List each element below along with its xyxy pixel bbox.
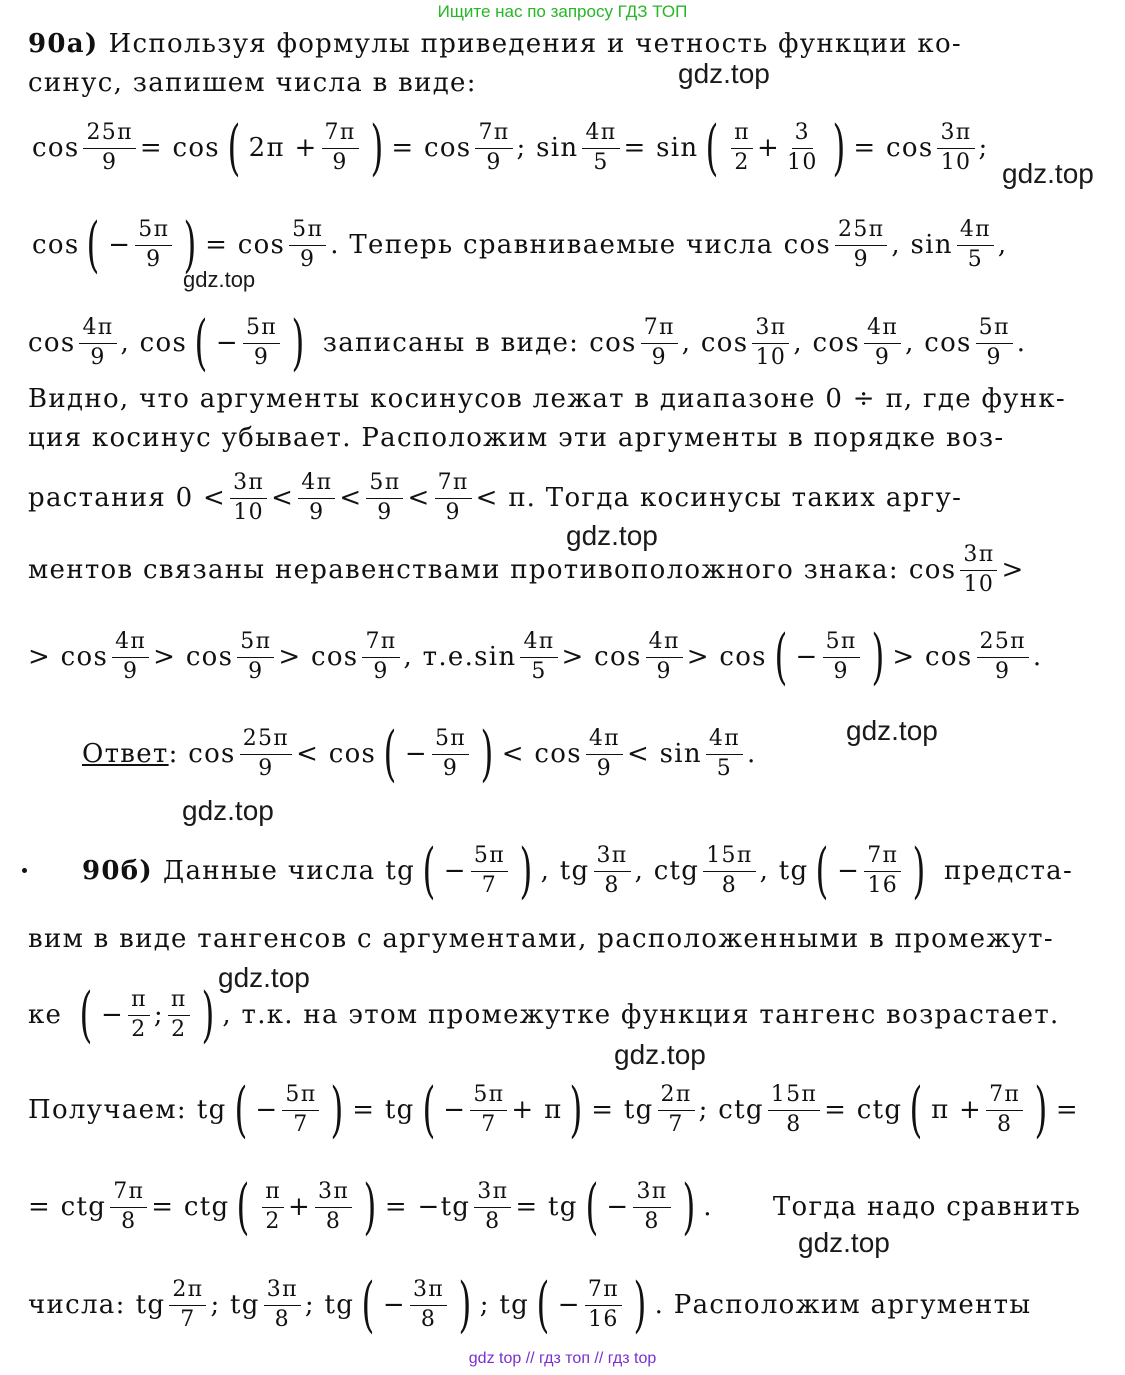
watermark: gdz.top	[218, 962, 310, 993]
stray-dot	[22, 868, 27, 873]
text-run: растания 0 <	[28, 483, 227, 513]
watermark: gdz.top	[614, 1039, 706, 1070]
formula-line: ке ( − $\frac{\pi}{2}$ ; $\frac{\pi}{2}$ ) , т.к. на этом промежутке функция тангенс возрастает.	[28, 980, 1060, 1050]
watermark: gdz.top	[1002, 158, 1094, 189]
watermark: gdz.top	[798, 1227, 890, 1258]
formula-line: ментов связаны неравенствами противоположного знака: cos $\frac{3\pi}{10}$ >	[28, 542, 1025, 597]
text-run: Тогда надо сравнить	[772, 1192, 1082, 1222]
answer-line: Ответ : cos $\frac{25\pi}{9}$ < cos ( − $\frac{5\pi}{9}$ ) < cos $\frac{4\pi}{9}$ < sin $\frac{4\pi}{5}$ .	[82, 719, 757, 789]
text-line	[28, 899, 1083, 979]
text-run: предста-	[944, 856, 1074, 886]
text-run: Получаем:	[28, 1095, 187, 1125]
text-run: ция косинус убывает. Расположим эти аргументы в порядке воз-	[28, 423, 1005, 453]
search-banner[interactable]: Ищите нас по запросу ГДЗ ТОП	[437, 2, 688, 21]
text-run: вим в виде тангенсов с аргументами, расположенными в промежут-	[28, 924, 1054, 954]
problem-label: 90б)	[82, 856, 154, 886]
text-run: ментов связаны неравенствами противоположного знака:	[28, 555, 899, 585]
answer-label: Ответ	[82, 739, 169, 769]
watermark: gdz.top	[183, 267, 256, 292]
text-run: . Расположим аргументы	[654, 1290, 1032, 1320]
formula-line: > cos $\frac{4\pi}{9}$ > cos $\frac{5\pi}{9}$ > cos $\frac{7\pi}{9}$ , т.е. sin $\frac{4\pi}{5}$ > cos $\frac{4\pi}{9}$ > cos ( − $\frac{5\pi}{9}$ ) > cos $\frac{25\pi}{9}$ .	[28, 622, 1043, 692]
watermark: gdz.top	[182, 795, 274, 826]
text-run: Используя формулы приведения и четность функции ко-	[108, 29, 963, 59]
formula-line: числа: tg $\frac{2\pi}{7}$ ; tg $\frac{3\pi}{8}$ ; tg ( − $\frac{3\pi}{8}$ ) ; tg ( − $\frac{7\pi}{16}$ ) . Расположим аргументы	[28, 1270, 1032, 1340]
watermark: gdz.top	[846, 715, 938, 746]
text-run: числа:	[28, 1290, 126, 1320]
text-run: записаны в виде:	[322, 328, 580, 358]
watermark: gdz.top	[678, 58, 770, 89]
text-run: синус, запишем числа в виде:	[28, 68, 477, 98]
text-run: Данные числа	[163, 856, 376, 886]
formula-line: cos ( − $\frac{5\pi}{9}$ ) = cos $\frac{5\pi}{9}$ . Теперь сравниваемые числа cos $\frac{25\pi}{9}$ , sin $\frac{4\pi}{5}$ ,	[32, 210, 1008, 280]
formula-line: растания 0 < $\frac{3\pi}{10}$ < $\frac{4\pi}{9}$ < $\frac{5\pi}{9}$ < $\frac{7\pi}{9}$ < π. Тогда косинусы таких аргу-	[28, 470, 963, 525]
formula-line: cos $\frac{4\pi}{9}$ , cos ( − $\frac{5\pi}{9}$ ) записаны в виде: cos $\frac{7\pi}{9}$ , cos $\frac{3\pi}{10}$ , cos $\frac{4\pi}{9}$ , cos $\frac{5\pi}{9}$ .	[28, 308, 1027, 378]
text-run: , т.е.	[403, 642, 475, 672]
formula-line: Получаем: tg ( − $\frac{5\pi}{7}$ ) = tg ( − $\frac{5\pi}{7}$ + π ) = tg $\frac{2\pi}{7}$ ; ctg $\frac{15\pi}{8}$ = ctg ( π + $\frac{7\pi}{8}$ ) =	[28, 1075, 1079, 1145]
footer-links[interactable]: gdz top // гдз топ // гдз top	[468, 1350, 657, 1367]
text-run: < π. Тогда косинусы таких аргу-	[475, 483, 963, 513]
text-run: . Теперь сравниваемые числа	[330, 230, 774, 260]
problem-label: 90а)	[28, 29, 99, 59]
formula-line: 90б) Данные числа tg ( − $\frac{5\pi}{7}$ ) , tg $\frac{3\pi}{8}$ , ctg $\frac{15\pi}{8}$ , tg ( − $\frac{7\pi}{16}$ ) предста-	[82, 836, 1074, 906]
formula-line: = ctg $\frac{7\pi}{8}$ = ctg ( $\frac{\pi}{2}$ + $\frac{3\pi}{8}$ ) = −tg $\frac{3\pi}{8}$ = tg ( − $\frac{3\pi}{8}$ ) . Тогда надо сравнить	[28, 1172, 1082, 1242]
text-run: ке	[28, 1000, 63, 1030]
text-run: Видно, что аргументы косинусов лежат в диапазоне 0 ÷ π, где функ-	[28, 384, 1066, 414]
watermark: gdz.top	[566, 520, 658, 551]
text-run: , т.к. на этом промежутке функция тангенс возрастает.	[222, 1000, 1060, 1030]
formula-line: cos $\frac{25\pi}{9}$ = cos ( 2π + $\frac{7\pi}{9}$ ) = cos $\frac{7\pi}{9}$ ; sin $\frac{4\pi}{5}$ = sin ( $\frac{\pi}{2}$ + $\frac{3}{10}$ ) = cos $\frac{3\pi}{10}$ ;	[32, 113, 989, 183]
